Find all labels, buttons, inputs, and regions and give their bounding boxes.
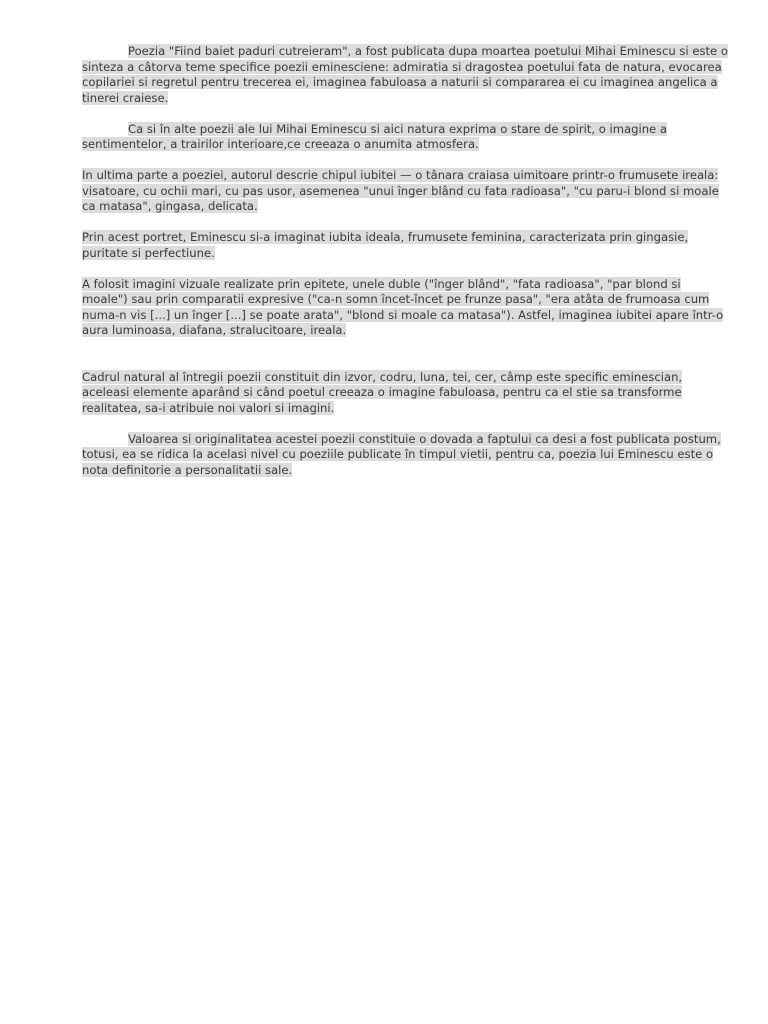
paragraph-spacer — [82, 416, 730, 432]
paragraph-intro — [82, 44, 730, 106]
paragraph-imagery — [82, 277, 730, 339]
paragraph-spacer — [82, 153, 730, 169]
paragraph-text: Ca si în alte poezii ale lui Mihai Eminescu si aici natura exprima o stare de spirit, o imagine a sentimentelor, a trairilor interioare,ce creeaza o anumita atmosfera. — [82, 121, 667, 151]
paragraph-ideal — [82, 230, 730, 261]
paragraph-text: Cadrul natural al întregii poezii constituit din izvor, codru, luna, tei, cer, câmp este specific eminescian, aceleasi elemente aparând si când poetul creeaza o imagine fabuloasa, pentru ca el stie sa transforme realitatea, sa-i atribuie noi valori si imagini. — [82, 369, 683, 415]
paragraph-text: In ultima parte a poeziei, autorul descrie chipul iubitei — o tânara craiasa uimitoare printr-o frumusete ireala: visatoare, cu ochii mari, cu pas usor, asemenea "unui înger blând cu fata radioasa", "cu paru-i blond si moale ca matasa", gingasa, delicata. — [82, 168, 719, 213]
paragraph-spacer — [82, 215, 730, 231]
paragraph-setting — [82, 370, 730, 417]
paragraph-spacer — [82, 261, 730, 277]
paragraph-text: Valoarea si originalitatea acestei poezii constituie o dovada a faptului ca desi a fost publicata postum, totusi, ea se ridica la acelasi nivel cu poeziile publicate în timpul vietii, pentru ca, poezia lui Eminescu este o nota definitorie a personalitatii sale. — [82, 431, 721, 477]
paragraph-nature — [82, 122, 730, 153]
document-body — [82, 44, 730, 478]
paragraph-spacer — [82, 339, 730, 370]
paragraph-portrait — [82, 168, 730, 215]
paragraph-conclusion — [82, 432, 730, 479]
paragraph-text: Poezia "Fiind baiet paduri cutreieram", a fost publicata dupa moartea poetului Mihai Eminescu si este o sinteza a câtorva teme specifice poezii eminesciene: admiratia si dragostea poetului fata de natura, evocarea copilariei si regretul pentru trecerea ei, imaginea fabuloasa a naturii si compararea ei cu imaginea angelica a tinerei craiese. — [82, 44, 728, 105]
paragraph-text: Prin acest portret, Eminescu si-a imaginat iubita ideala, frumusete feminina, caracterizata prin gingasie, puritate si perfectiune. — [82, 230, 689, 260]
paragraph-spacer — [82, 106, 730, 122]
paragraph-text: A folosit imagini vizuale realizate prin epitete, unele duble ("înger blând", "fata radioasa", "par blond si moale") sau prin comparatii expresive ("ca-n somn încet-încet pe frunze pasa", "era atâta de frumoasa cum numa-n vis [...] un înger [...] se poate arata", "blond si moale ca matasa"). Astfel, imaginea iubitei apare într-o aura luminoasa, diafana, stralucitoare, ireala. — [82, 276, 724, 337]
